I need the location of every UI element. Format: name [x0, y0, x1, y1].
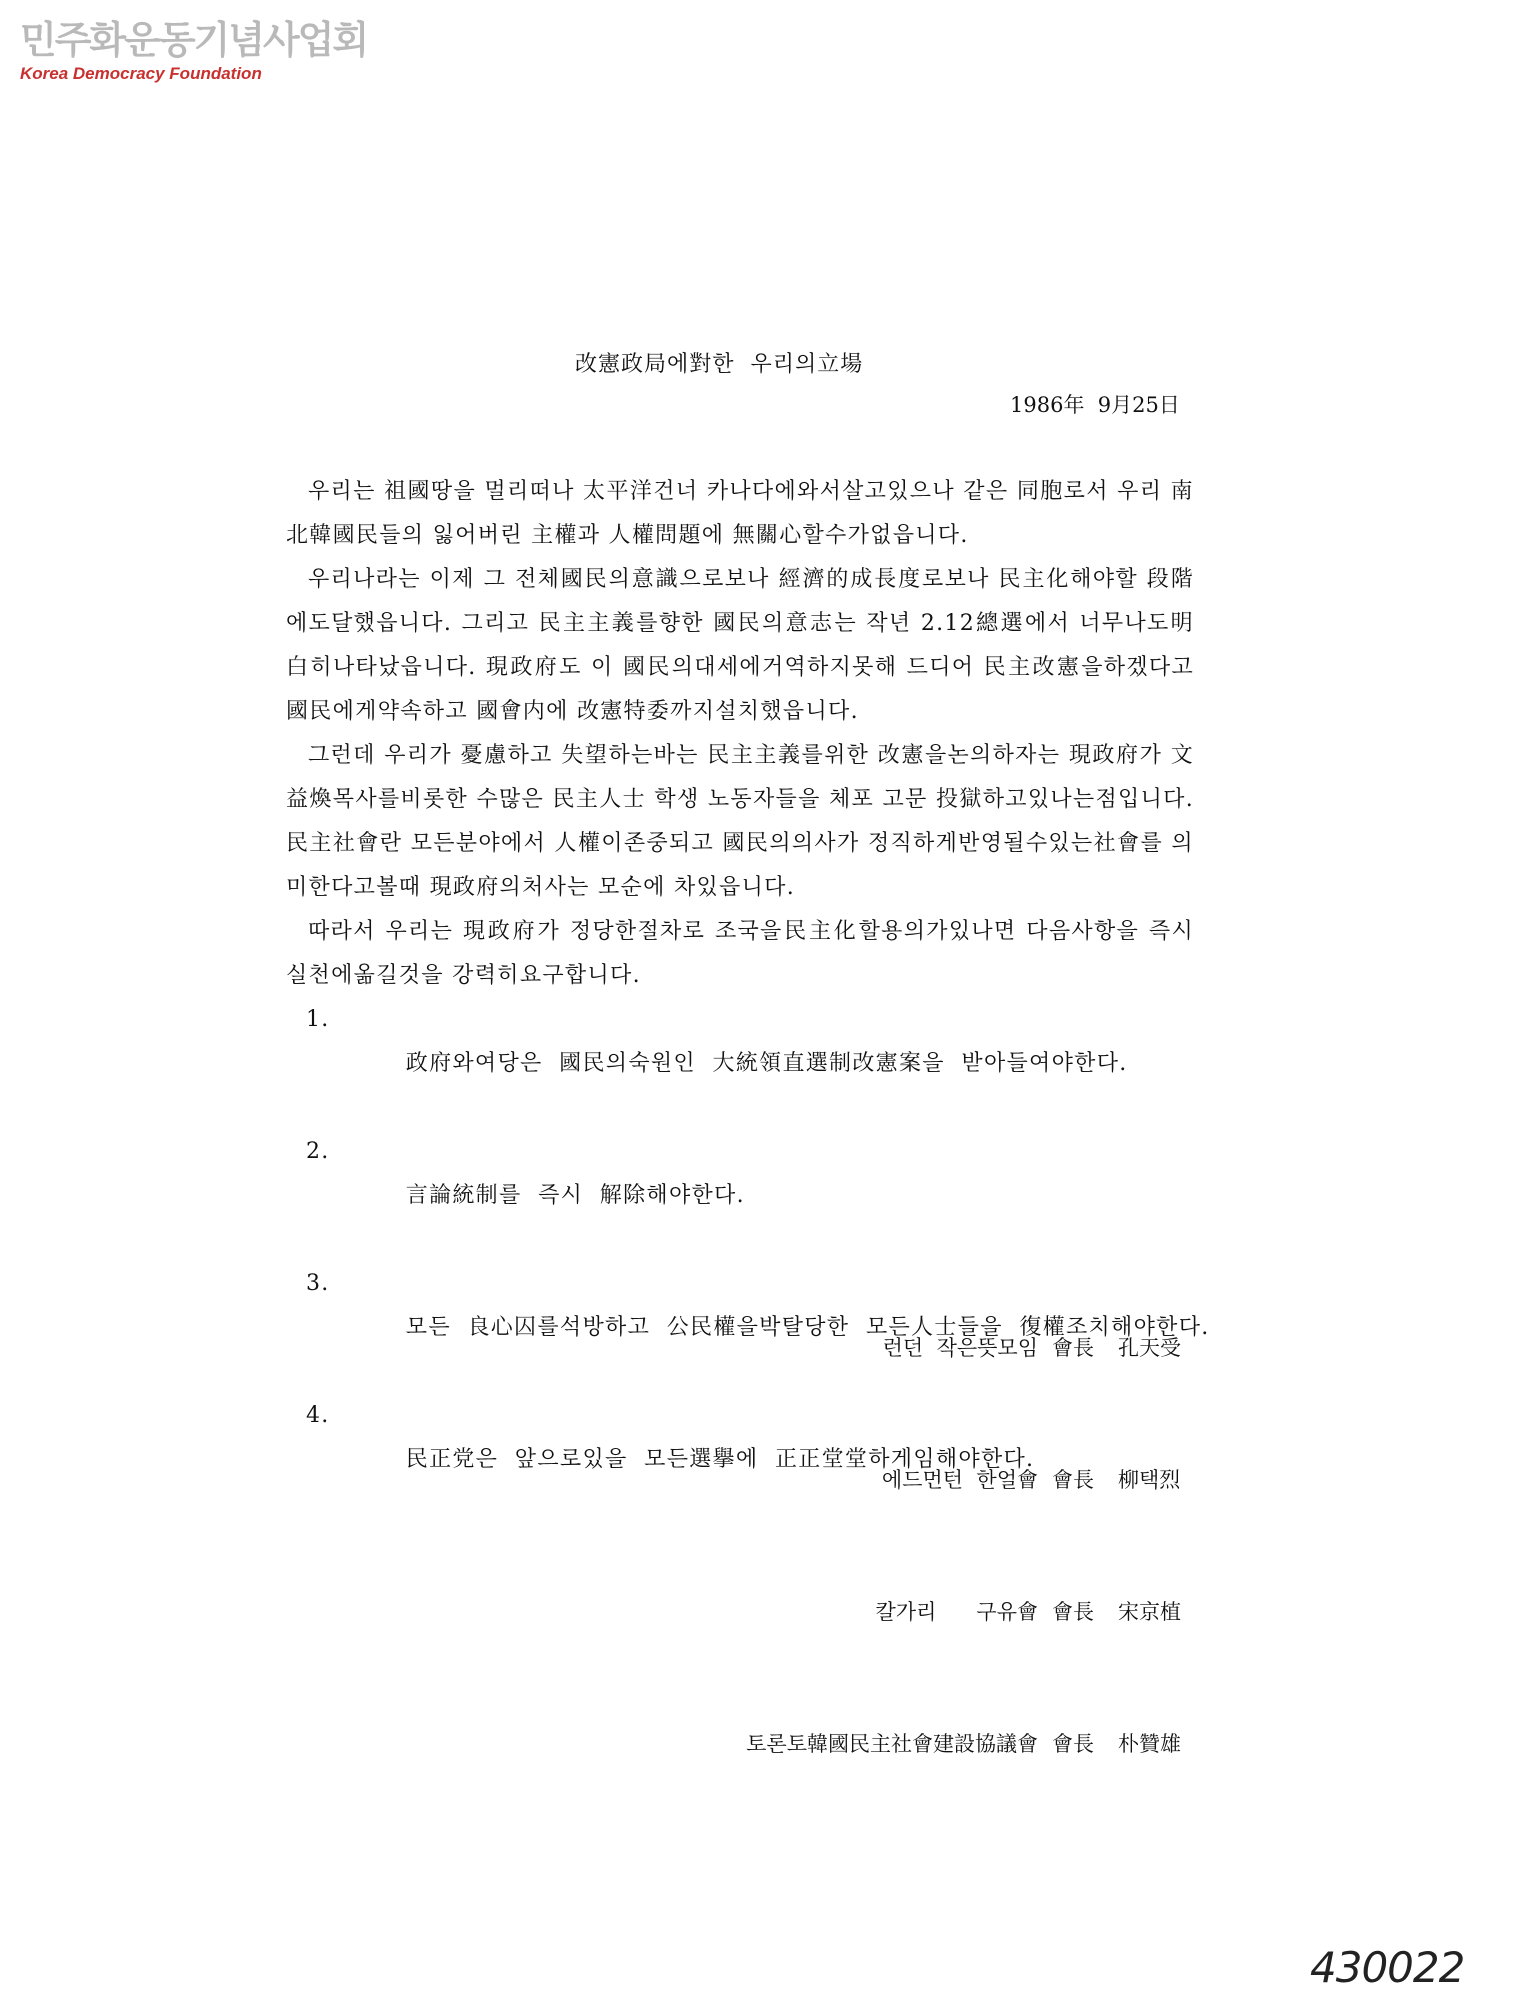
archive-number: 430022	[1310, 1943, 1465, 1992]
demand-number: 2.	[306, 1139, 330, 1164]
signature-row	[692, 1458, 1198, 1502]
demand-text: 政府와여당은 國民의숙원인 大統領直選制改憲案을 받아들여야한다.	[405, 1051, 1128, 1076]
signature-name: 宋京植	[1118, 1600, 1181, 1624]
paragraph: 따라서 우리는 現政府가 정당한절차로 조국을民主化할용의가있나면 다음사항을 즉시 실천에옮길것을 강력히요구합니다.	[286, 919, 1194, 988]
watermark-korean: 민주화운동기념사업회	[20, 18, 368, 62]
paragraph: 우리나라는 이제 그 전체國民의意識으로보나 經濟的成長度로보나 民主化해야할 段階에도달했읍니다. 그리고 民主主義를향한 國民의意志는 작년 2.12總選에서 너무나도明白히나타났읍니다. 現政府도 이 國民의대세에거역하지못해 드디어 民主改憲을하겠다고 國民에게약속하고 國會内에 改憲特委까지설치했읍니다.	[286, 567, 1194, 724]
watermark-logo	[20, 18, 367, 84]
signature-title: 會長	[1052, 1336, 1094, 1360]
signature-name: 柳택烈	[1118, 1468, 1181, 1492]
signature-block	[692, 1238, 1198, 1810]
paragraph: 그런데 우리가 憂慮하고 失望하는바는 民主主義를위한 改憲을논의하자는 現政府가 文益煥목사를비롯한 수많은 民主人士 학생 노동자들을 체포 고문 投獄하고있나는점입니다. 民主社會란 모든분야에서 人權이존중되고 國民의의사가 정직하게반영될수있는社會를 의미한다고볼때 現政府의처사는 모순에 차있읍니다.	[286, 743, 1194, 900]
document-date: 1986年 9月25日	[1010, 393, 1180, 417]
signature-row	[692, 1722, 1198, 1766]
signature-title: 會長	[1052, 1732, 1094, 1756]
demand-text: 民正党은 앞으로있을 모든選擧에 正正堂堂하게임해야한다.	[405, 1447, 1035, 1472]
signature-row	[692, 1590, 1198, 1634]
signature-name: 朴贊雄	[1118, 1732, 1181, 1756]
signature-title: 會長	[1052, 1600, 1094, 1624]
demand-number: 3.	[306, 1271, 330, 1296]
demand-text: 言論統制를 즉시 解除해야한다.	[405, 1183, 745, 1208]
demand-text: 모든 良心囚를석방하고 公民權을박탈당한 모든人士들을 復權조치해야한다.	[405, 1315, 1210, 1340]
demand-item	[286, 998, 1194, 1130]
signature-organization: 런던 작은뜻모임	[882, 1336, 1038, 1360]
signature-organization: 칼가리 구유會	[875, 1600, 1038, 1624]
signature-row	[692, 1326, 1198, 1370]
signature-organization: 에드먼턴 한얼會	[881, 1468, 1038, 1492]
paragraph: 우리는 祖國땅을 멀리떠나 太平洋건너 카나다에와서살고있으나 같은 同胞로서 우리 南北韓國民들의 잃어버린 主權과 人權問題에 無關心할수가없읍니다.	[286, 479, 1194, 548]
watermark-english: Korea Democracy Foundation	[20, 64, 262, 83]
demand-number: 4.	[306, 1403, 330, 1428]
signature-organization: 토론토韓國民主社會建設協議會	[746, 1732, 1038, 1756]
document-title: 改憲政局에對한 우리의立場	[575, 352, 864, 377]
signature-name: 孔天受	[1118, 1336, 1181, 1360]
signature-title: 會長	[1052, 1468, 1094, 1492]
demand-number: 1.	[306, 1007, 330, 1032]
